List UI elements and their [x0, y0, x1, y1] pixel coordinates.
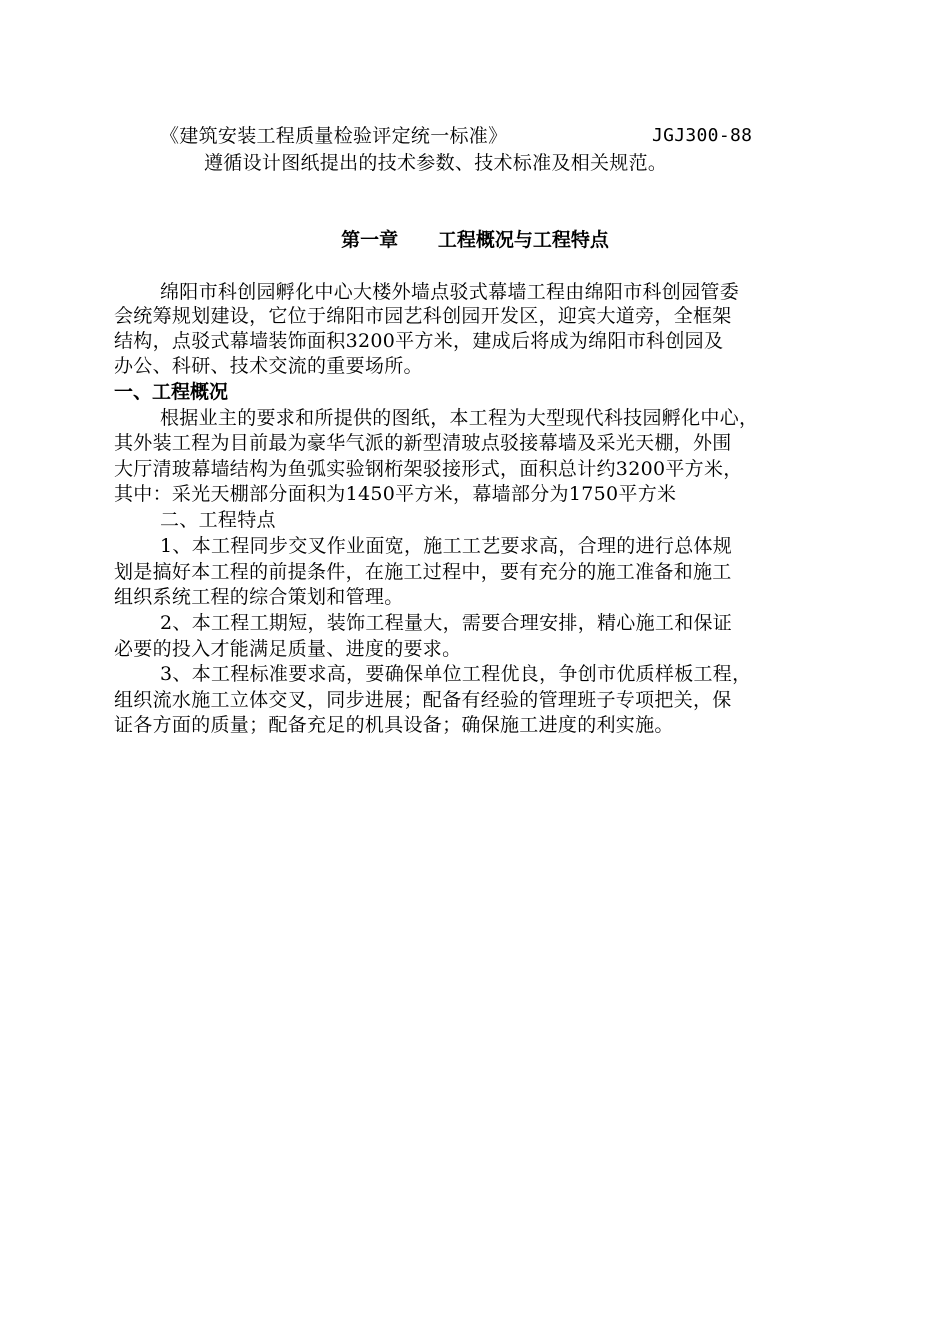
reference-note: 遵循设计图纸提出的技术参数、技术标准及相关规范。	[204, 152, 668, 174]
feature-item-1-line: 1、本工程同步交叉作业面宽，施工工艺要求高，合理的进行总体规	[160, 535, 733, 557]
feature-item-3-line: 3、本工程标准要求高，要确保单位工程优良，争创市优质样板工程，	[160, 663, 752, 685]
intro-line: 绵阳市科创园孵化中心大楼外墙点驳式幕墙工程由绵阳市科创园管委	[160, 281, 740, 303]
section1-line: 其中：采光天棚部分面积为1450平方米，幕墙部分为1750平方米	[114, 483, 677, 505]
section1-line: 其外装工程为目前最为豪华气派的新型清玻点驳接幕墙及采光天棚，外围	[114, 432, 732, 454]
section-heading-features: 二、工程特点	[160, 509, 276, 531]
intro-line: 会统筹规划建设，它位于绵阳市园艺科创园开发区，迎宾大道旁，全框架	[114, 305, 732, 327]
feature-item-2-line: 2、本工程工期短，装饰工程量大，需要合理安排，精心施工和保证	[160, 612, 733, 634]
intro-line: 结构，点驳式幕墙装饰面积3200平方米，建成后将成为绵阳市科创园及	[114, 330, 724, 352]
feature-item-1-line: 组织系统工程的综合策划和管理。	[114, 586, 404, 608]
standard-code: JGJ300-88	[652, 125, 753, 146]
section1-line: 根据业主的要求和所提供的图纸，本工程为大型现代科技园孵化中心，	[160, 407, 759, 429]
section-heading-overview: 一、工程概况	[114, 381, 229, 403]
standard-title: 《建筑安装工程质量检验评定统一标准》	[160, 125, 508, 147]
feature-item-2-line: 必要的投入才能满足质量、进度的要求。	[114, 638, 462, 660]
intro-line: 办公、科研、技术交流的重要场所。	[114, 355, 423, 377]
section1-line: 大厅清玻幕墙结构为鱼弧实验钢桁架驳接形式，面积总计约3200平方米，	[114, 458, 743, 480]
feature-item-3-line: 组织流水施工立体交叉，同步进展；配备有经验的管理班子专项把关，保	[114, 689, 732, 711]
feature-item-1-line: 划是搞好本工程的前提条件，在施工过程中，要有充分的施工准备和施工	[114, 561, 732, 583]
chapter-title: 第一章 工程概况与工程特点	[341, 229, 609, 251]
feature-item-3-line: 证各方面的质量；配备充足的机具设备；确保施工进度的利实施。	[114, 714, 674, 736]
